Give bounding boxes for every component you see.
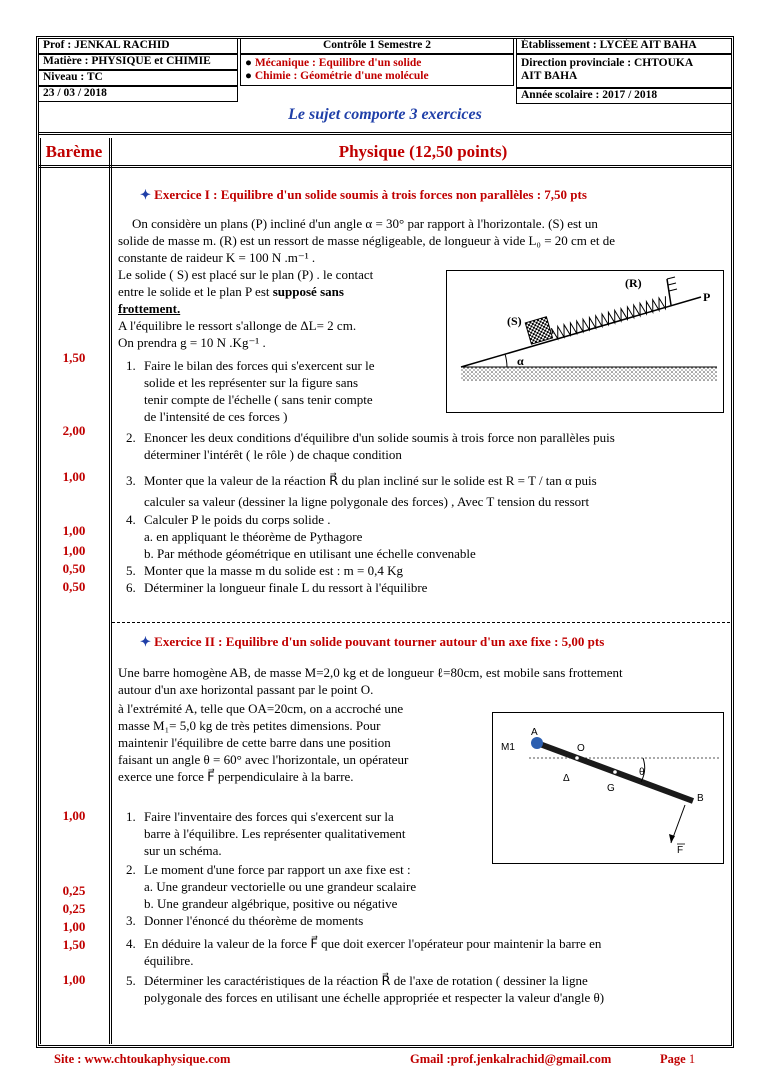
- label-B: B: [697, 793, 704, 804]
- header-date: 23 / 03 / 2018: [38, 86, 238, 102]
- ex1-paragraph: constante de raideur K = 100 N .m⁻¹ .: [118, 250, 316, 265]
- bareme-value: 0,25: [62, 901, 86, 916]
- direction-line-1: Direction provinciale : CHTOUKA: [521, 57, 694, 69]
- bareme-value: 1,00: [62, 808, 86, 823]
- plane-P-label: P: [703, 290, 711, 304]
- solid-S-label: (S): [507, 314, 522, 328]
- angle-alpha-label: α: [517, 354, 524, 368]
- ex1-question-6: Déterminer la longueur finale L du ressort à l'équilibre: [144, 580, 428, 595]
- ex1-question-4a: a. en appliquant le théorème de Pythagore: [144, 529, 363, 544]
- label-theta: θ: [639, 767, 645, 778]
- topic-chimie: Chimie : Géométrie d'une molécule: [254, 70, 429, 82]
- exercise-2-title-text: Exercice II : Equilibre d'un solide pouvant tourner autour d'un axe fixe : 5,00 pts: [154, 634, 605, 649]
- ex1-question-3-cont: calculer sa valeur (dessiner la ligne polygonale des forces) , Avec T tension du ressort: [144, 494, 590, 509]
- label-delta: Δ: [563, 773, 570, 784]
- header-direction: [516, 54, 732, 88]
- ex2-paragraph: maintenir l'équilibre de cette barre dans une position: [118, 735, 391, 750]
- bullet-icon: ✦: [140, 187, 151, 202]
- ex1-question-1-cont: solide et les représenter sur la figure sans: [144, 375, 359, 390]
- label-F: F: [677, 845, 684, 856]
- page-label: Page: [660, 1052, 686, 1066]
- label-A: A: [531, 727, 538, 738]
- ex2-question-5: Déterminer les caractéristiques de la réaction R⃗ de l'axe de rotation ( dessiner la ligne: [144, 973, 588, 988]
- ex2-paragraph: Une barre homogène AB, de masse M=2,0 kg et de longueur ℓ=80cm, est mobile sans frottement: [118, 665, 623, 680]
- header-annee: Année scolaire : 2017 / 2018: [516, 88, 732, 104]
- exercise-2-title: [140, 634, 604, 650]
- divider: [38, 132, 732, 135]
- header-controle: Contrôle 1 Semestre 2: [240, 38, 514, 54]
- ex2-paragraph: exerce une force F⃗ perpendiculaire à la barre.: [118, 769, 354, 784]
- topic-mecanique: Mécanique : Equilibre d'un solide: [254, 57, 422, 69]
- ex1-question-3: Monter que la valeur de la réaction R⃗ du plan incliné sur le solide est R = T / tan α puis: [144, 473, 597, 488]
- ex2-question-1-cont: barre à l'équilibre. Les représenter qualitativement: [144, 826, 406, 841]
- center-G: [613, 770, 617, 774]
- axis-O: [575, 756, 579, 760]
- bar-diagram: [493, 713, 723, 863]
- exercise-separator: [112, 622, 730, 623]
- subtitle: Le sujet comporte 3 exercices: [288, 106, 482, 123]
- wall-support: [667, 279, 671, 305]
- ex2-question-2b: b. Une grandeur algébrique, positive ou négative: [144, 896, 398, 911]
- ex2-paragraph: à l'extrémité A, telle que OA=20cm, on a accroché une: [118, 701, 404, 716]
- mass-M1: [531, 737, 543, 749]
- footer-site[interactable]: Site : www.chtoukaphysique.com: [54, 1052, 231, 1066]
- ex1-paragraph: solide de masse m. (R) est un ressort de masse négligeable, de longueur à vide L₀ = 20 cm et de: [118, 233, 616, 248]
- exercise-1-title-text: Exercice I : Equilibre d'un solide soumis à trois forces non parallèles : 7,50 pts: [154, 187, 587, 202]
- bareme-value: 1,00: [62, 543, 86, 558]
- ex1-paragraph: entre le solide et le plan P est: [118, 284, 273, 299]
- ex1-question-2-cont: déterminer l'intérêt ( le rôle ) de chaque condition: [144, 447, 402, 462]
- ex1-question-1-cont: de l'intensité de ces forces ): [144, 409, 288, 424]
- header-topics: ● Mécanique : Equilibre d'un solide ● Chimie : Géométrie d'une molécule: [240, 54, 514, 86]
- ex1-paragraph: On considère un plans (P) incliné d'un angle α = 30° par rapport à l'horizontale. (S) est un: [132, 216, 598, 231]
- ex2-question-4: En déduire la valeur de la force F⃗ que doit exercer l'opérateur pour maintenir la barre en: [144, 936, 602, 951]
- physique-title: Physique (12,50 points): [338, 142, 508, 161]
- ex2-question-1: Faire l'inventaire des forces qui s'exercent sur la: [144, 809, 394, 824]
- exercise-1-title: [140, 187, 587, 203]
- bareme-value: 1,00: [62, 972, 86, 987]
- ex1-question-4: Calculer P le poids du corps solide .: [144, 512, 331, 527]
- ex2-question-2: Le moment d'une force par rapport un axe fixe est :: [144, 862, 411, 877]
- ex2-question-4-cont: équilibre.: [144, 953, 194, 968]
- ex1-paragraph: Le solide ( S) est placé sur le plan (P) . le contact: [118, 267, 374, 282]
- bareme-value: 1,00: [62, 919, 86, 934]
- bareme-value: 0,25: [62, 883, 86, 898]
- ex1-question-2: Enoncer les deux conditions d'équilibre d'un solide soumis à trois force non parallèles puis: [144, 430, 615, 445]
- bareme-value: 1,00: [62, 469, 86, 484]
- ground: [461, 367, 717, 381]
- label-M1: M1: [501, 742, 515, 753]
- spring-R: [551, 296, 665, 339]
- bullet-icon: ✦: [140, 634, 151, 649]
- spring-R-label: (R): [625, 276, 642, 290]
- bareme-value: 2,00: [62, 423, 86, 438]
- ex1-question-5: Monter que la masse m du solide est : m = 0,4 Kg: [144, 563, 403, 578]
- header-etablissement: Établissement : LYCÉE AIT BAHA: [516, 38, 732, 54]
- footer-gmail[interactable]: Gmail :prof.jenkalrachid@gmail.com: [410, 1052, 612, 1066]
- bareme-value: 1,50: [62, 350, 86, 365]
- divider: [38, 165, 732, 168]
- ex2-question-1-cont: sur un schéma.: [144, 843, 222, 858]
- ex2-question-3: Donner l'énoncé du théorème de moments: [144, 913, 364, 928]
- ex1-question-1: Faire le bilan des forces qui s'exercent sur le: [144, 358, 375, 373]
- ex1-emphasis: frottement.: [118, 301, 181, 316]
- ex1-question-1-cont: tenir compte de l'échelle ( sans tenir compte: [144, 392, 373, 407]
- label-O: O: [577, 743, 585, 754]
- ex1-emphasis: supposé sans: [272, 284, 344, 299]
- ex2-question-2a: a. Une grandeur vectorielle ou une grandeur scalaire: [144, 879, 417, 894]
- ex2-question-5-cont: polygonale des forces en utilisant une échelle appropriée et respecter la valeur d'angle θ): [144, 990, 605, 1005]
- page-number: 1: [688, 1052, 696, 1066]
- ex1-question-4b: b. Par méthode géométrique en utilisant une échelle convenable: [144, 546, 476, 561]
- ex2-paragraph: autour d'un axe horizontal passant par le point O.: [118, 682, 374, 697]
- figure-inclined-plane: [446, 270, 724, 413]
- ex2-paragraph: masse M₁= 5,0 kg de très petites dimensions. Pour: [118, 718, 381, 733]
- inclined-plane-diagram: [447, 271, 723, 412]
- bareme-value: 0,50: [62, 579, 86, 594]
- solid-S: [525, 317, 552, 344]
- figure-bar-axis: [492, 712, 724, 864]
- header-prof: Prof : JENKAL RACHID: [38, 38, 238, 54]
- direction-line-2: AIT BAHA: [521, 70, 578, 82]
- label-G: G: [607, 783, 615, 794]
- bareme-value: 0,50: [62, 561, 86, 576]
- bareme-value: 1,00: [62, 523, 86, 538]
- header-niveau: Niveau : TC: [38, 70, 238, 86]
- ex1-paragraph: On prendra g = 10 N .Kg⁻¹ .: [118, 335, 266, 350]
- footer-page: [660, 1052, 695, 1067]
- bareme-value: 1,50: [62, 937, 86, 952]
- ex2-paragraph: faisant un angle θ = 60° avec l'horizontale, un opérateur: [118, 752, 409, 767]
- ex1-paragraph: A l'équilibre le ressort s'allonge de ΔL= 2 cm.: [118, 318, 357, 333]
- bareme-label: Barème: [45, 142, 103, 161]
- header-matiere: Matière : PHYSIQUE et CHIMIE: [38, 54, 238, 70]
